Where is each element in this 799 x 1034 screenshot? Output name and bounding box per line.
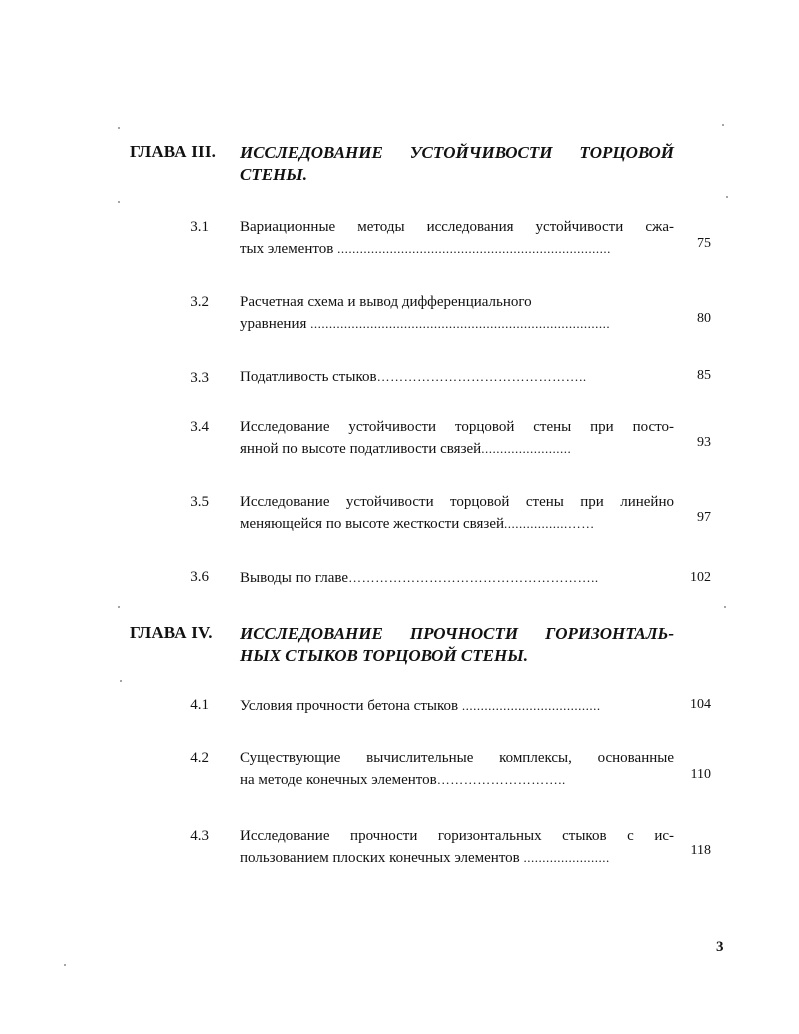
section-number: 3.5 — [190, 494, 209, 510]
page-ref: 93 — [697, 435, 711, 450]
section-number: 3.3 — [190, 370, 209, 386]
section-title-line-1: Исследование устойчивости торцовой стены при линейно — [240, 494, 674, 510]
section-title-line-2: тых элементов ......................................................................... — [240, 241, 611, 257]
section-number: 4.3 — [190, 828, 209, 844]
section-title-line-1: Существующие вычислительные комплексы, основанные — [240, 750, 674, 766]
chapter-3-heading — [0, 142, 799, 188]
page-ref: 118 — [690, 843, 711, 858]
section-number: 3.2 — [190, 294, 209, 310]
section-title — [240, 217, 674, 260]
dot-leader: ..................................... — [458, 698, 601, 713]
toc-entry[interactable] — [0, 366, 799, 388]
page-ref: 75 — [697, 236, 711, 251]
toc-entry[interactable] — [0, 417, 799, 461]
dot-leader: ……………………………………………….. — [348, 570, 599, 585]
chapter-title-line-1: ИССЛЕДОВАНИЕ ПРОЧНОСТИ ГОРИЗОНТАЛЬ- — [240, 624, 674, 643]
section-title-line-1: Исследование устойчивости торцовой стены при посто- — [240, 419, 674, 435]
dot-leader: ................................................................................ — [306, 316, 611, 331]
chapter-title-line-2: НЫХ СТЫКОВ ТОРЦОВОЙ СТЕНЫ. — [240, 646, 528, 665]
toc-entry[interactable] — [0, 292, 799, 336]
section-number: 3.1 — [190, 219, 209, 235]
dot-leader: ....................... — [519, 850, 610, 865]
section-title — [240, 695, 674, 717]
section-number: 3.6 — [190, 569, 209, 585]
chapter-title-line-2: СТЕНЫ. — [240, 165, 308, 184]
page-number: 3 — [716, 939, 724, 955]
toc-entry[interactable] — [0, 217, 799, 261]
page-ref: 102 — [690, 570, 711, 585]
page-ref: 80 — [697, 311, 711, 326]
chapter-title-line-1: ИССЛЕДОВАНИЕ УСТОЙЧИВОСТИ ТОРЦОВОЙ — [240, 143, 674, 162]
section-title-line-1: Выводы по главе……………………………………………….. — [240, 570, 599, 586]
toc-entry[interactable] — [0, 695, 799, 717]
toc-entry[interactable] — [0, 567, 799, 589]
section-title-line-1: Условия прочности бетона стыков ..................................... — [240, 698, 601, 714]
section-title — [240, 366, 674, 388]
toc-entry[interactable] — [0, 748, 799, 792]
section-title-line-2: меняющейся по высоте жесткости связей.................…… — [240, 516, 595, 532]
dot-leader: ……………………………………….. — [376, 369, 587, 384]
section-number: 4.2 — [190, 750, 209, 766]
section-title-line-2: уравнения ................................................................................ — [240, 316, 611, 332]
section-title-line-1: Исследование прочности горизонтальных стыков с ис- — [240, 828, 674, 844]
section-title-line-2: янной по высоте податливости связей........................ — [240, 441, 572, 457]
section-title — [240, 826, 674, 869]
chapter-title — [240, 623, 674, 667]
toc-entry[interactable] — [0, 826, 799, 870]
section-title — [240, 292, 674, 335]
section-title — [240, 417, 674, 460]
chapter-label: ГЛАВА III. — [130, 142, 217, 161]
page-ref: 85 — [697, 368, 711, 383]
dot-leader: .................…… — [504, 516, 595, 531]
section-title — [240, 748, 674, 791]
toc-entry[interactable] — [0, 492, 799, 536]
section-number: 4.1 — [190, 697, 209, 713]
section-title-line-1: Податливость стыков……………………………………….. — [240, 369, 587, 385]
page-ref: 104 — [690, 697, 711, 712]
page-ref: 110 — [690, 767, 711, 782]
section-title — [240, 492, 674, 535]
chapter-title — [240, 142, 674, 186]
section-title-line-2: на методе конечных элементов……………………….. — [240, 772, 566, 788]
dot-leader: ......................................................................... — [333, 241, 611, 256]
section-title-line-2: пользованием плоских конечных элементов ....................... — [240, 850, 610, 866]
section-number: 3.4 — [190, 419, 209, 435]
page-ref: 97 — [697, 510, 711, 525]
dot-leader: ........................ — [481, 441, 572, 456]
section-title-line-1: Расчетная схема и вывод дифференциального — [240, 294, 532, 310]
dot-leader: ……………………….. — [436, 772, 566, 787]
section-title — [240, 567, 674, 589]
chapter-label: ГЛАВА IV. — [130, 623, 213, 642]
section-title-line-1: Вариационные методы исследования устойчивости сжа- — [240, 219, 674, 235]
chapter-4-heading — [0, 623, 799, 669]
